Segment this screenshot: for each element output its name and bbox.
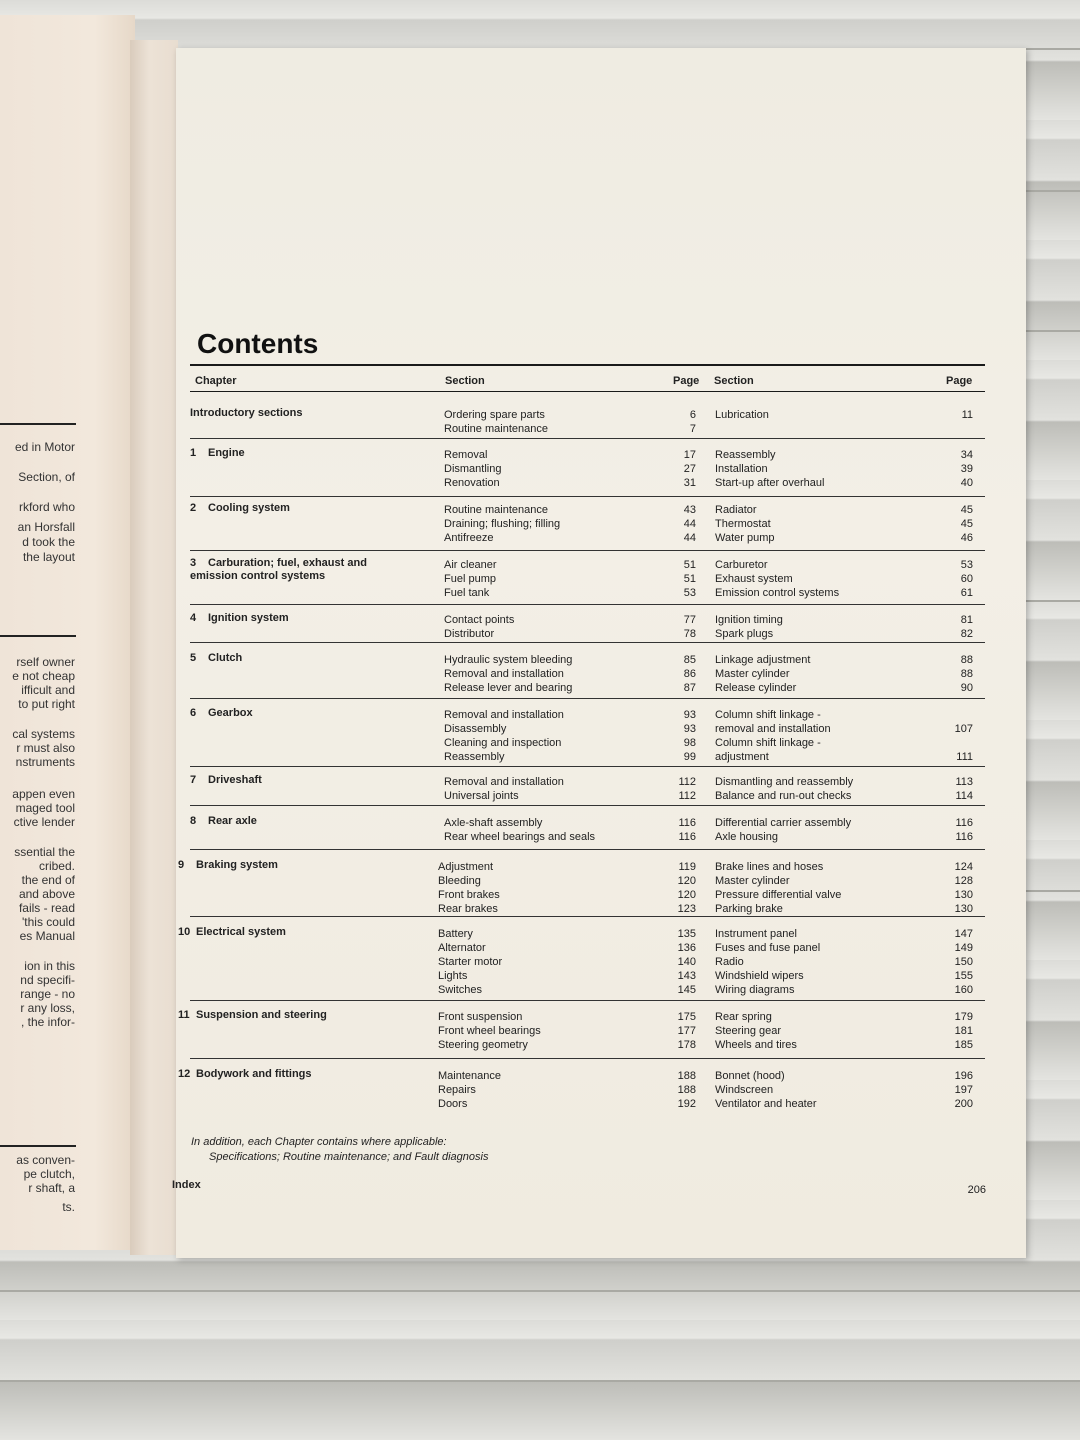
- note-line-2: Specifications; Routine maintenance; and Fault diagnosis: [209, 1151, 489, 1163]
- section-entry: Wheels and tires: [715, 1039, 797, 1051]
- left-page-text-line: r shaft, a: [28, 1181, 75, 1195]
- section-entry: Release lever and bearing: [444, 682, 573, 694]
- section-entry: Parking brake: [715, 903, 783, 915]
- chapter-title: [190, 707, 390, 720]
- chapter-title: [190, 815, 390, 828]
- chapter-name: Rear axle: [208, 815, 257, 827]
- section-entry: Bonnet (hood): [715, 1070, 785, 1082]
- section-page: 196: [954, 1070, 973, 1082]
- section-page: 6: [689, 409, 696, 421]
- chapter-title: [178, 859, 378, 872]
- section-entry: Fuses and fuse panel: [715, 942, 821, 954]
- section-entry: Front suspension: [438, 1011, 523, 1023]
- section-entry: Brake lines and hoses: [715, 861, 824, 873]
- row-divider: [190, 698, 985, 699]
- contents-page: [172, 48, 1026, 1258]
- page-title: Contents: [197, 328, 319, 359]
- chapter-name: Clutch: [208, 652, 243, 664]
- left-page-text-line: , the infor-: [20, 1015, 75, 1029]
- left-page-text-line: maged tool: [15, 801, 75, 815]
- left-page-text-line: ion in this: [24, 959, 75, 973]
- section-page: 88: [960, 668, 973, 680]
- section-page: 111: [956, 751, 973, 763]
- row-divider: [190, 1058, 985, 1059]
- chapter-number: 7: [190, 774, 197, 786]
- section-page: 149: [954, 942, 973, 954]
- section-page: 175: [677, 1011, 696, 1023]
- left-page-text-line: e not cheap: [12, 669, 75, 683]
- row-divider: [190, 1000, 985, 1001]
- chapter-number: 6: [190, 707, 197, 719]
- left-page-text-line: cribed.: [38, 859, 75, 873]
- chapter-name: Bodywork and fittings: [196, 1068, 312, 1080]
- section-page: 81: [960, 614, 973, 626]
- section-page: 31: [683, 477, 696, 489]
- section-page: 87: [683, 682, 696, 694]
- left-page-text-line: ifficult and: [21, 683, 75, 697]
- section-page: 123: [677, 903, 696, 915]
- section-entry: Removal and installation: [444, 668, 564, 680]
- section-page: 116: [955, 817, 973, 829]
- chapter-name: Electrical system: [196, 926, 286, 938]
- section-entry: Renovation: [444, 477, 500, 489]
- section-entry: Windshield wipers: [715, 970, 804, 982]
- section-page: 45: [960, 518, 973, 530]
- chapter-title: [190, 557, 390, 583]
- section-entry: Front wheel bearings: [438, 1025, 541, 1037]
- chapter-title: [190, 407, 390, 420]
- section-entry: Routine maintenance: [444, 504, 548, 516]
- section-entry: Spark plugs: [715, 628, 774, 640]
- chapter-name: Gearbox: [208, 707, 253, 719]
- section-page: 7: [689, 423, 696, 435]
- section-page: 51: [683, 573, 696, 585]
- section-entry: Universal joints: [444, 790, 519, 802]
- section-page: 120: [677, 889, 696, 901]
- section-entry: Removal: [444, 449, 488, 461]
- section-entry: Ventilator and heater: [715, 1098, 817, 1110]
- section-page: 200: [954, 1098, 973, 1110]
- chapter-name: Suspension and steering: [196, 1009, 327, 1021]
- chapter-title: [178, 926, 378, 939]
- chapter-title: [178, 1009, 378, 1022]
- section-entry: Rear brakes: [438, 903, 498, 915]
- section-entry: adjustment: [715, 751, 769, 763]
- section-page: 17: [683, 449, 696, 461]
- section-page: 53: [960, 559, 973, 571]
- header-rule-bottom: [190, 391, 985, 392]
- left-page-text-line: the end of: [21, 873, 75, 887]
- chapter-number: 8: [190, 815, 197, 827]
- section-page: 145: [677, 984, 696, 996]
- section-entry: Dismantling: [444, 463, 502, 475]
- left-page-text-line: as conven-: [16, 1153, 75, 1167]
- section-page: 112: [678, 776, 696, 788]
- chapter-name: Ignition system: [208, 612, 289, 624]
- left-page-text-line: rself owner: [16, 655, 75, 669]
- section-page: 93: [683, 709, 696, 721]
- section-entry: Air cleaner: [444, 559, 497, 571]
- chapter-number: 1: [190, 447, 197, 459]
- left-page-text-line: es Manual: [19, 929, 75, 943]
- section-entry: removal and installation: [715, 723, 831, 735]
- chapter-title: [190, 652, 390, 665]
- section-entry: Installation: [715, 463, 768, 475]
- section-entry: Removal and installation: [444, 709, 564, 721]
- section-page: 160: [954, 984, 973, 996]
- section-page: 113: [955, 776, 973, 788]
- section-page: 40: [960, 477, 973, 489]
- chapter-number: 5: [190, 652, 197, 664]
- left-page-text-line: r any loss,: [20, 1001, 75, 1015]
- section-page: 78: [683, 628, 696, 640]
- section-page: 185: [954, 1039, 973, 1051]
- left-page-text-line: 'this could: [22, 915, 75, 929]
- index-label: Index: [172, 1179, 201, 1191]
- section-entry: Bleeding: [438, 875, 481, 887]
- section-page: 128: [954, 875, 973, 887]
- left-page-text-line: the layout: [22, 550, 75, 564]
- left-page-text-line: r must also: [16, 741, 75, 755]
- section-entry: Start-up after overhaul: [715, 477, 825, 489]
- section-entry: Reassembly: [444, 751, 505, 763]
- chapter-number: 3: [190, 557, 197, 569]
- section-page: 34: [960, 449, 973, 461]
- section-entry: Doors: [438, 1098, 468, 1110]
- chapter-number: 11: [178, 1009, 190, 1021]
- left-page-text-line: and above: [18, 887, 75, 901]
- section-page: 61: [960, 587, 973, 599]
- left-page-text-line: cal systems: [12, 727, 75, 741]
- section-page: 116: [955, 831, 973, 843]
- section-entry: Carburetor: [715, 559, 768, 571]
- section-entry: Thermostat: [715, 518, 771, 530]
- row-divider: [190, 766, 985, 767]
- left-page-text-line: rkford who: [18, 500, 75, 514]
- section-page: 85: [683, 654, 696, 666]
- section-page: 178: [677, 1039, 696, 1051]
- section-page: 136: [677, 942, 696, 954]
- section-page: 39: [960, 463, 973, 475]
- chapter-title: [178, 1068, 378, 1081]
- section-entry: Master cylinder: [715, 668, 790, 680]
- section-entry: Fuel tank: [444, 587, 490, 599]
- section-page: 44: [683, 532, 696, 544]
- left-page-text-line: nstruments: [15, 755, 75, 769]
- section-entry: Ignition timing: [715, 614, 783, 626]
- section-page: 120: [677, 875, 696, 887]
- section-page: 27: [683, 463, 696, 475]
- row-divider: [190, 496, 985, 497]
- left-page-text-line: nd specifi-: [20, 973, 75, 987]
- chapter-number: 9: [178, 859, 185, 871]
- section-entry: Water pump: [715, 532, 775, 544]
- header-section-2: Section: [714, 375, 754, 387]
- section-entry: Column shift linkage -: [715, 709, 821, 721]
- section-entry: Routine maintenance: [444, 423, 548, 435]
- chapter-name: Carburation; fuel, exhaust and emission control systems: [190, 557, 367, 582]
- section-page: 116: [678, 817, 696, 829]
- section-entry: Column shift linkage -: [715, 737, 821, 749]
- chapter-number: 2: [190, 502, 197, 514]
- section-page: 86: [683, 668, 696, 680]
- section-entry: Dismantling and reassembly: [715, 776, 854, 788]
- section-entry: Exhaust system: [715, 573, 793, 585]
- chapter-number: 12: [178, 1068, 191, 1080]
- section-page: 107: [954, 723, 973, 735]
- section-page: 130: [954, 903, 973, 915]
- section-page: 90: [960, 682, 973, 694]
- chapter-name: Introductory sections: [190, 407, 303, 419]
- left-page-text-line: fails - read: [18, 901, 75, 915]
- left-page-text-line: pe clutch,: [23, 1167, 75, 1181]
- section-entry: Axle-shaft assembly: [444, 817, 543, 829]
- section-entry: Reassembly: [715, 449, 776, 461]
- section-entry: Steering gear: [715, 1025, 782, 1037]
- left-page-text-line: ctive lender: [13, 815, 75, 829]
- left-page-text-line: Section, of: [18, 470, 75, 484]
- left-page-text-line: an Horsfall: [17, 520, 75, 534]
- index-page: 206: [967, 1184, 986, 1196]
- section-entry: Fuel pump: [444, 573, 496, 585]
- section-page: 44: [683, 518, 696, 530]
- chapter-title: [190, 502, 390, 515]
- header-page-2: Page: [946, 375, 973, 387]
- section-page: 119: [678, 861, 696, 873]
- section-entry: Steering geometry: [438, 1039, 528, 1051]
- section-entry: Alternator: [438, 942, 486, 954]
- section-entry: Lights: [438, 970, 468, 982]
- section-page: 77: [683, 614, 696, 626]
- chapter-title: [190, 612, 390, 625]
- section-page: 188: [677, 1070, 696, 1082]
- section-entry: Windscreen: [715, 1084, 774, 1096]
- section-entry: Front brakes: [438, 889, 500, 901]
- left-page-text-line: d took the: [22, 535, 75, 549]
- row-divider: [190, 805, 985, 806]
- section-page: 93: [683, 723, 696, 735]
- section-page: 192: [677, 1098, 696, 1110]
- row-divider: [190, 604, 985, 605]
- chapter-number: 4: [190, 612, 197, 624]
- section-entry: Contact points: [444, 614, 515, 626]
- section-page: 143: [677, 970, 696, 982]
- left-page-text-line: to put right: [18, 697, 75, 711]
- note-line-1: In addition, each Chapter contains where applicable:: [191, 1136, 447, 1148]
- section-entry: Starter motor: [438, 956, 503, 968]
- left-page: [0, 15, 135, 1250]
- section-page: 124: [954, 861, 973, 873]
- section-page: 60: [960, 573, 973, 585]
- chapter-name: Driveshaft: [208, 774, 262, 786]
- book-gutter: [130, 40, 178, 1255]
- section-page: 197: [954, 1084, 973, 1096]
- section-page: 82: [960, 628, 973, 640]
- section-page: 130: [954, 889, 973, 901]
- section-entry: Wiring diagrams: [715, 984, 795, 996]
- row-divider: [190, 642, 985, 643]
- section-page: 45: [960, 504, 973, 516]
- row-divider: [190, 550, 985, 551]
- chapter-title: [190, 774, 390, 787]
- section-page: 177: [677, 1025, 696, 1037]
- left-page-text-line: ts.: [62, 1200, 75, 1214]
- section-page: 150: [954, 956, 973, 968]
- section-entry: Rear wheel bearings and seals: [444, 831, 596, 843]
- section-page: 98: [683, 737, 696, 749]
- left-page-text-line: appen even: [12, 787, 75, 801]
- section-entry: Disassembly: [444, 723, 507, 735]
- section-entry: Distributor: [444, 628, 495, 640]
- header-section-1: Section: [445, 375, 485, 387]
- left-page-rule: [0, 1145, 76, 1147]
- section-entry: Linkage adjustment: [715, 654, 811, 666]
- header-rule-top: [190, 364, 985, 366]
- section-entry: Repairs: [438, 1084, 476, 1096]
- header-page-1: Page: [673, 375, 700, 387]
- section-entry: Draining; flushing; filling: [444, 518, 561, 530]
- section-page: 53: [683, 587, 696, 599]
- section-entry: Removal and installation: [444, 776, 564, 788]
- section-page: 112: [678, 790, 696, 802]
- row-divider: [190, 916, 985, 917]
- section-entry: Balance and run-out checks: [715, 790, 852, 802]
- section-page: 46: [960, 532, 973, 544]
- chapter-number: 10: [178, 926, 191, 938]
- section-page: 135: [677, 928, 696, 940]
- left-page-rule: [0, 635, 76, 637]
- section-page: 155: [954, 970, 973, 982]
- section-page: 43: [683, 504, 696, 516]
- row-divider: [190, 849, 985, 850]
- chapter-name: Braking system: [196, 859, 278, 871]
- left-page-text-line: range - no: [20, 987, 75, 1001]
- section-page: 11: [961, 409, 973, 421]
- section-page: 147: [954, 928, 973, 940]
- section-entry: Maintenance: [438, 1070, 501, 1082]
- section-entry: Hydraulic system bleeding: [444, 654, 573, 666]
- section-entry: Cleaning and inspection: [444, 737, 562, 749]
- left-page-text-line: ed in Motor: [14, 440, 75, 454]
- chapter-name: Cooling system: [208, 502, 290, 514]
- section-entry: Instrument panel: [715, 928, 797, 940]
- section-page: 188: [677, 1084, 696, 1096]
- section-entry: Switches: [438, 984, 483, 996]
- section-entry: Master cylinder: [715, 875, 790, 887]
- section-entry: Radiator: [715, 504, 757, 516]
- section-entry: Differential carrier assembly: [715, 817, 852, 829]
- section-entry: Axle housing: [715, 831, 778, 843]
- section-entry: Lubrication: [715, 409, 769, 421]
- section-page: 179: [954, 1011, 973, 1023]
- section-entry: Rear spring: [715, 1011, 772, 1023]
- section-page: 51: [683, 559, 696, 571]
- header-chapter: Chapter: [195, 375, 237, 387]
- section-entry: Antifreeze: [444, 532, 494, 544]
- section-entry: Battery: [438, 928, 473, 940]
- section-page: 99: [683, 751, 696, 763]
- section-page: 88: [960, 654, 973, 666]
- section-page: 116: [678, 831, 696, 843]
- section-entry: Radio: [715, 956, 744, 968]
- chapter-title: [190, 447, 390, 460]
- row-divider: [190, 438, 985, 439]
- section-entry: Pressure differential valve: [715, 889, 842, 901]
- chapter-name: Engine: [208, 447, 245, 459]
- section-entry: Ordering spare parts: [444, 409, 545, 421]
- left-page-rule: [0, 423, 76, 425]
- section-entry: Release cylinder: [715, 682, 797, 694]
- section-page: 181: [954, 1025, 973, 1037]
- section-entry: Adjustment: [438, 861, 494, 873]
- section-page: 140: [677, 956, 696, 968]
- section-page: 114: [955, 790, 973, 802]
- section-entry: Emission control systems: [715, 587, 840, 599]
- left-page-text-line: ssential the: [14, 845, 75, 859]
